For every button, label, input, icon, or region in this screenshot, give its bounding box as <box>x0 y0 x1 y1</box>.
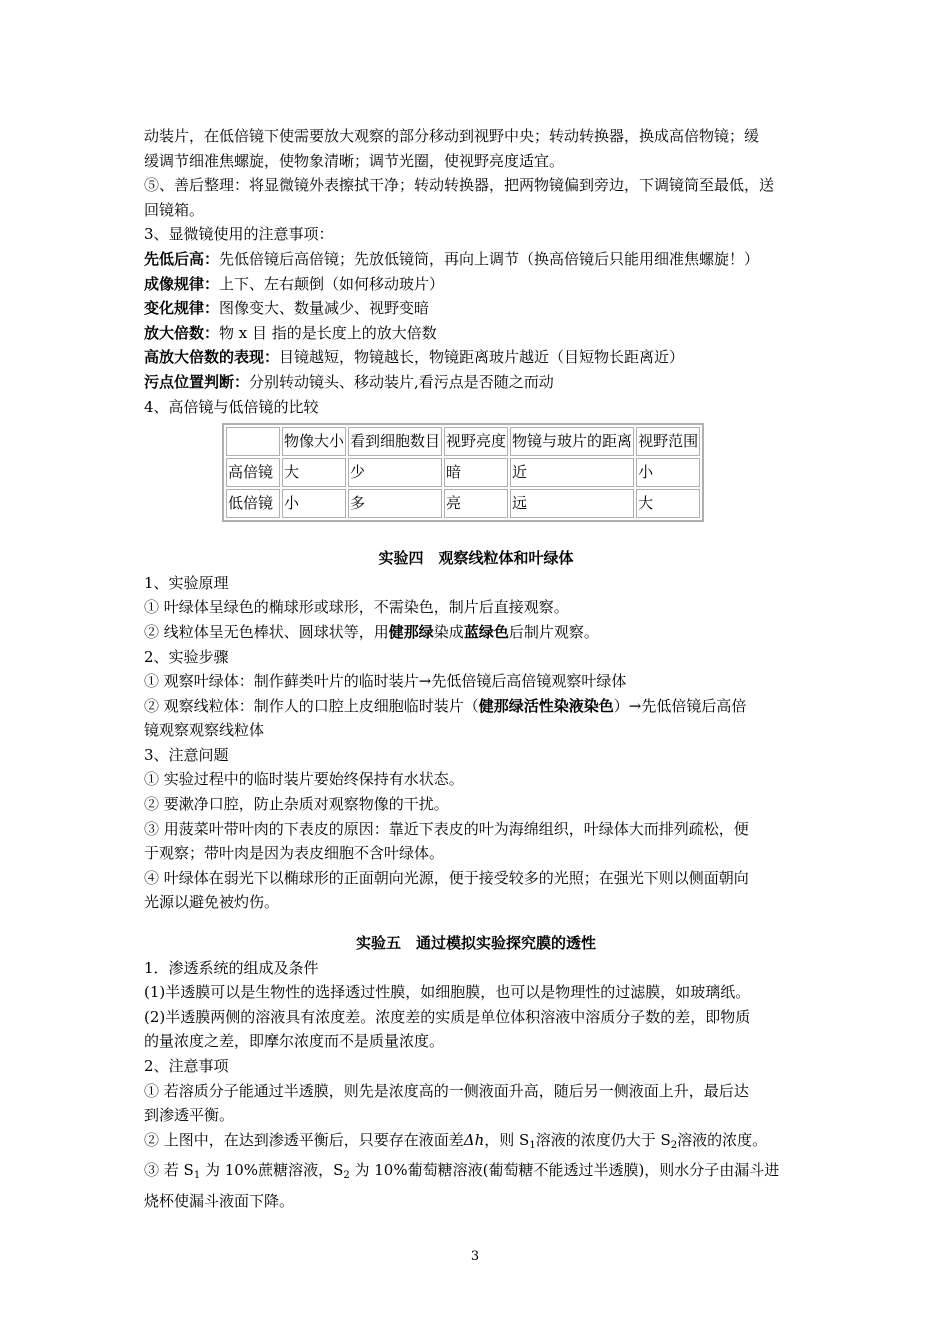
table-cell: 小 <box>636 458 700 487</box>
text-line <box>144 1158 808 1189</box>
bold-term: 健那绿 <box>388 622 434 641</box>
text-span: 溶液的浓度。 <box>677 1130 768 1149</box>
text-line: ① 若溶质分子能通过半透膜，则先是浓度高的一侧液面升高，随后另一侧液面上升，最后达 <box>144 1081 749 1100</box>
subscript: 2 <box>670 1139 678 1151</box>
note-term: 成像规律： <box>144 274 220 293</box>
table-cell: 亮 <box>444 489 508 518</box>
text-span: 溶液的浓度仍大于 S <box>535 1130 671 1149</box>
text-span: 后制片观察。 <box>508 622 599 641</box>
note-text: 上下、左右颠倒（如何移动玻片） <box>219 274 445 293</box>
note-line <box>144 272 808 297</box>
text-line: 回镜箱。 <box>144 200 205 219</box>
text-line: ⑤、善后整理：将显微镜外表擦拭干净；转动转换器，把两物镜偏到旁边，下调镜筒至最低，送 <box>144 176 775 195</box>
text-line: ④ 叶绿体在弱光下以椭球形的正面朝向光源，便于接受较多的光照；在强光下则以侧面朝向 <box>144 868 749 887</box>
section-heading: 3、显微镜使用的注意事项： <box>144 225 334 244</box>
page-number: 3 <box>470 1249 480 1264</box>
note-line <box>144 247 808 272</box>
note-text: 物 x 目 指的是长度上的放大倍数 <box>219 323 437 342</box>
text-span: ，则 S <box>484 1130 530 1149</box>
table-cell: 多 <box>348 489 442 518</box>
table-header-row <box>226 427 700 456</box>
section-heading: 4、高倍镜与低倍镜的比较 <box>144 397 319 416</box>
table-header-cell: 视野亮度 <box>444 427 508 456</box>
table-row <box>226 458 700 487</box>
bold-term: 健那绿活性染液染色 <box>478 696 614 715</box>
text-span: 染成 <box>433 622 464 641</box>
subscript: 1 <box>529 1139 536 1151</box>
section-heading: 1．渗透系统的组成及条件 <box>144 958 319 977</box>
text-line: ① 实验过程中的临时装片要始终保持有水状态。 <box>144 770 464 789</box>
table-row <box>226 489 700 518</box>
text-line: ② 要漱净口腔，防止杂质对观察物像的干扰。 <box>144 795 449 814</box>
text-line: 镜观察观察线粒体 <box>144 721 265 740</box>
table-cell: 少 <box>348 458 442 487</box>
subscript: 1 <box>193 1170 201 1182</box>
table-cell: 小 <box>282 489 346 518</box>
text-line: 缓调节细准焦螺旋，使物象清晰；调节光圈，使视野亮度适宜。 <box>144 151 565 170</box>
table-header-cell: 看到细胞数目 <box>348 427 442 456</box>
note-line <box>144 296 808 321</box>
text-line: ① 叶绿体呈绿色的椭球形或球形，不需染色，制片后直接观察。 <box>144 598 569 617</box>
table-cell: 近 <box>510 458 634 487</box>
note-line <box>144 345 808 370</box>
text-line: 动装片，在低倍镜下使需要放大观察的部分移动到视野中央；转动转换器，换成高倍物镜；缓 <box>144 127 760 145</box>
section-heading: 2、注意事项 <box>144 1057 229 1075</box>
text-span: 为 10%葡萄糖溶液(葡萄糖不能透过半透膜)，则水分子由漏斗进 <box>349 1161 780 1180</box>
text-span: ③ 若 S <box>144 1161 194 1180</box>
table-cell: 远 <box>510 489 634 518</box>
subscript: 2 <box>343 1170 350 1182</box>
table-cell: 低倍镜 <box>226 489 280 518</box>
delta-h-symbol: Δh <box>463 1130 485 1149</box>
text-line <box>144 1128 808 1159</box>
note-term: 变化规律： <box>144 299 220 318</box>
text-line: ① 观察叶绿体：制作藓类叶片的临时装片→先低倍镜后高倍镜观察叶绿体 <box>144 672 627 691</box>
note-term: 放大倍数： <box>144 323 220 342</box>
note-text: 目镜越短，物镜越长，物镜距离玻片越近（目短物长距离近） <box>279 348 685 367</box>
table-header-cell: 物像大小 <box>282 427 346 456</box>
document-page <box>144 124 808 1214</box>
section-heading: 3、注意问题 <box>144 745 229 764</box>
note-text: 先低倍镜后高倍镜；先放低镜筒，再向上调节（换高倍镜后只能用细准焦螺旋！） <box>219 249 760 268</box>
table-header-cell: 物镜与玻片的距离 <box>510 427 634 456</box>
table-header-cell <box>226 427 280 456</box>
comparison-table <box>222 423 704 522</box>
section-heading: 2、实验步骤 <box>144 647 229 666</box>
text-line <box>144 694 808 719</box>
text-line: (2)半透膜两侧的溶液具有浓度差。浓度差的实质是单位体积溶液中溶质分子数的差，即物质 <box>144 1007 751 1026</box>
note-text: 图像变大、数量减少、视野变暗 <box>219 299 430 318</box>
bold-term: 蓝绿色 <box>463 622 509 641</box>
text-line: 于观察；带叶肉是因为表皮细胞不含叶绿体。 <box>144 844 445 863</box>
text-line: 的量浓度之差，即摩尔浓度而不是质量浓度。 <box>144 1032 445 1051</box>
experiment-5-title: 实验五 通过模拟实验探究膜的透性 <box>355 934 596 953</box>
note-line <box>144 370 808 395</box>
table-cell: 大 <box>282 458 346 487</box>
note-text: 分别转动镜头、移动装片,看污点是否随之而动 <box>249 372 554 391</box>
table-cell: 高倍镜 <box>226 458 280 487</box>
text-line: 烧杯使漏斗液面下降。 <box>144 1191 295 1210</box>
text-line: 到渗透平衡。 <box>144 1106 235 1125</box>
note-term: 污点位置判断： <box>144 372 250 391</box>
text-span: ② 上图中，在达到渗透平衡后，只要存在液面差 <box>144 1130 464 1149</box>
note-line <box>144 321 808 346</box>
text-line: ③ 用菠菜叶带叶肉的下表皮的原因：靠近下表皮的叶为海绵组织，叶绿体大而排列疏松，便 <box>144 819 749 838</box>
text-line <box>144 620 808 645</box>
text-span: ② 观察线粒体：制作人的口腔上皮细胞临时装片（ <box>144 696 479 715</box>
section-heading: 1、实验原理 <box>144 573 229 592</box>
text-span: ）→先低倍镜后高倍 <box>613 696 747 715</box>
table-header-cell: 视野范围 <box>636 427 700 456</box>
text-span: 为 10%蔗糖溶液，S <box>200 1161 344 1180</box>
text-line: (1)半透膜可以是生物性的选择透过性膜，如细胞膜，也可以是物理性的过滤膜，如玻璃纸。 <box>144 983 751 1002</box>
table-cell: 大 <box>636 489 700 518</box>
note-term: 先低后高： <box>144 249 220 268</box>
text-span: ② 线粒体呈无色棒状、圆球状等，用 <box>144 622 389 641</box>
table-cell: 暗 <box>444 458 508 487</box>
note-term: 高放大倍数的表现： <box>144 348 280 367</box>
experiment-4-title: 实验四 观察线粒体和叶绿体 <box>378 549 574 568</box>
text-line: 光源以避免被灼伤。 <box>144 893 280 912</box>
